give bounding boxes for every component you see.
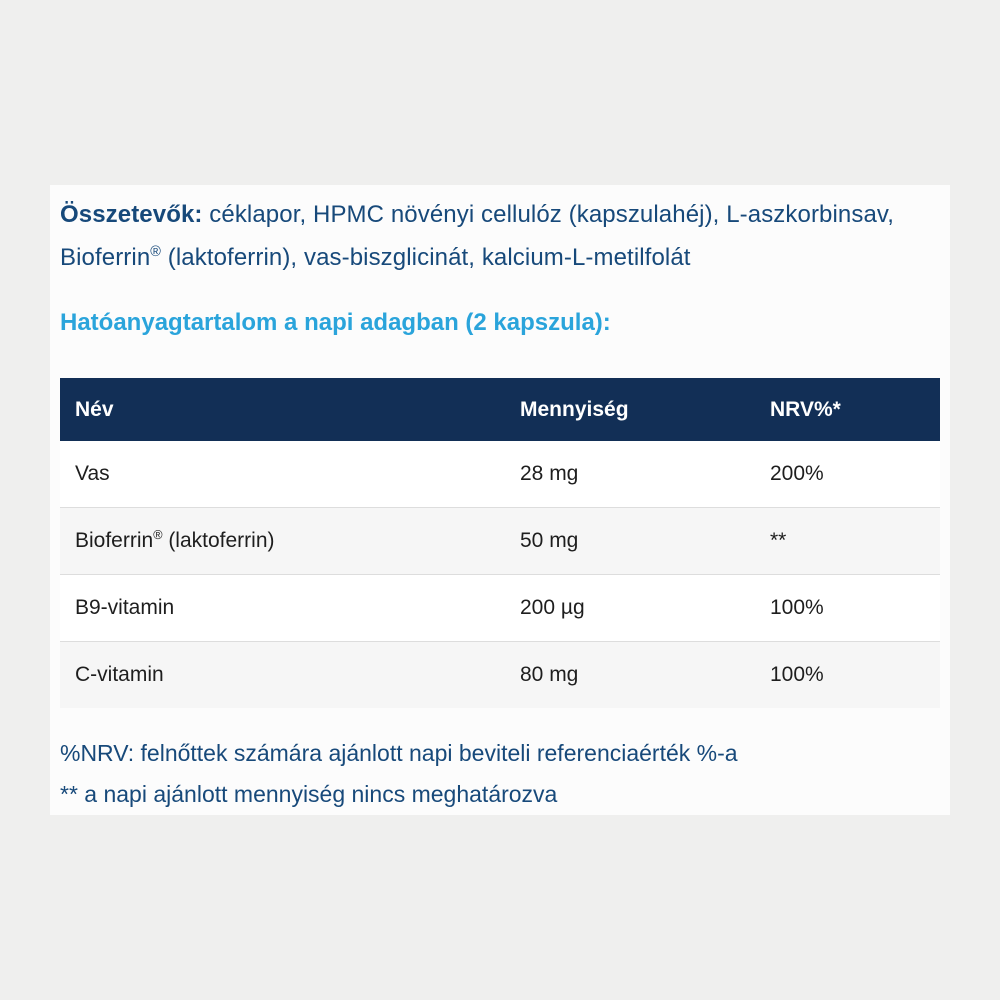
cell-amount: 50 mg xyxy=(520,529,579,552)
cell-amount: 28 mg xyxy=(520,462,579,485)
col-header-nrv: NRV%* xyxy=(770,378,940,441)
col-header-amount: Mennyiség xyxy=(520,378,770,441)
cell-name: Vas xyxy=(75,462,110,485)
table-row xyxy=(60,575,940,642)
cell-nrv: 100% xyxy=(770,596,824,619)
content-panel xyxy=(50,185,950,815)
ingredients-text: céklapor, HPMC növényi cellulóz (kapszulahéj), L-aszkorbinsav, Bioferrin® (laktoferrin), vas-biszglicinát, kalcium-L-metilfolát xyxy=(60,201,894,271)
section-heading: Hatóanyagtartalom a napi adagban (2 kapszula): xyxy=(60,309,611,336)
table-row xyxy=(60,441,940,508)
cell-nrv: 200% xyxy=(770,462,824,485)
table-header-row xyxy=(60,378,940,441)
footnotes-block xyxy=(60,733,940,815)
col-header-name: Név xyxy=(60,378,520,441)
cell-amount: 200 µg xyxy=(520,596,585,619)
nutrition-table xyxy=(60,378,940,708)
cell-nrv: ** xyxy=(770,529,787,552)
ingredients-paragraph xyxy=(60,193,940,279)
ingredients-label: Összetevők: xyxy=(60,201,203,228)
cell-name: B9-vitamin xyxy=(75,596,175,619)
footnote-asterisks: ** a napi ajánlott mennyiség nincs meghatározva xyxy=(60,781,558,807)
footnote-nrv: %NRV: felnőttek számára ajánlott napi beviteli referenciaérték %-a xyxy=(60,740,738,766)
table-row xyxy=(60,508,940,575)
cell-nrv: 100% xyxy=(770,663,824,686)
cell-amount: 80 mg xyxy=(520,663,579,686)
table-row xyxy=(60,642,940,709)
cell-name: Bioferrin® (laktoferrin) xyxy=(75,528,275,552)
cell-name: C-vitamin xyxy=(75,663,164,686)
